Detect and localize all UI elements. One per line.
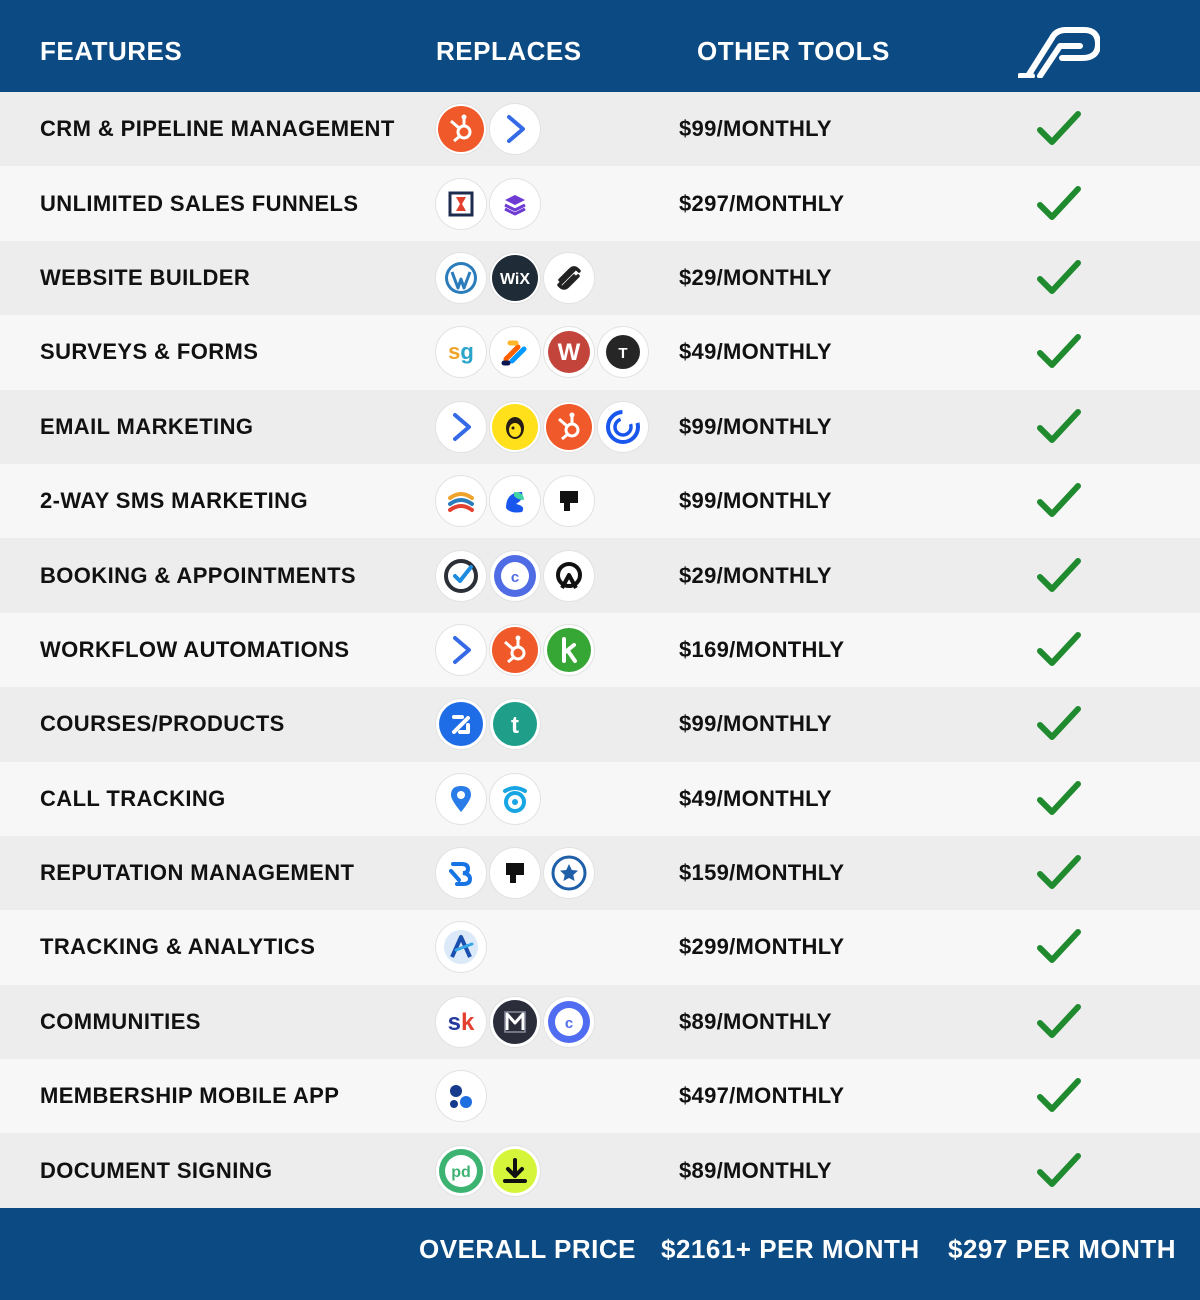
checkmark-icon — [1036, 910, 1082, 984]
svg-text:T: T — [618, 345, 628, 363]
table-row — [0, 910, 1200, 984]
replaced-tools — [436, 92, 540, 166]
table-row — [0, 762, 1200, 836]
replaced-tools — [436, 241, 594, 315]
feature-name: COMMUNITIES — [40, 1008, 201, 1034]
checkmark-icon — [1036, 538, 1082, 612]
kartra-stack-icon — [490, 179, 540, 229]
table-row — [0, 1133, 1200, 1207]
other-tools-price: $169/MONTHLY — [679, 636, 845, 662]
membership-app-icon — [436, 1071, 486, 1121]
feature-name: BOOKING & APPOINTMENTS — [40, 562, 356, 588]
podium-icon — [490, 848, 540, 898]
checkmark-icon — [1036, 985, 1082, 1059]
layered-sms-icon — [436, 476, 486, 526]
feature-name: COURSES/PRODUCTS — [40, 711, 285, 737]
svg-text:pd: pd — [451, 1163, 471, 1181]
other-tools-price: $99/MONTHLY — [679, 488, 832, 514]
other-tools-price: $297/MONTHLY — [679, 190, 845, 216]
surveygizmo-icon — [436, 327, 486, 377]
squarespace-icon — [544, 253, 594, 303]
typeform-icon — [598, 327, 648, 377]
hubspot-icon — [490, 625, 540, 675]
replaced-tools — [436, 613, 594, 687]
replaced-tools — [436, 315, 648, 389]
other-tools-price: $49/MONTHLY — [679, 339, 832, 365]
table-row — [0, 985, 1200, 1059]
activecampaign-icon — [436, 402, 486, 452]
replaced-tools — [436, 836, 594, 910]
table-row — [0, 464, 1200, 538]
table-footer — [0, 1208, 1200, 1300]
table-header — [0, 0, 1200, 92]
feature-name: TRACKING & ANALYTICS — [40, 934, 316, 960]
replaced-tools — [436, 687, 540, 761]
checkmark-icon — [1036, 241, 1082, 315]
svg-text:sk: sk — [447, 1008, 475, 1036]
keap-icon — [544, 625, 594, 675]
other-tools-price: $99/MONTHLY — [679, 711, 832, 737]
feature-name: CALL TRACKING — [40, 785, 226, 811]
checkmark-icon — [1036, 390, 1082, 464]
other-tools-price: $299/MONTHLY — [679, 934, 845, 960]
replaced-tools — [436, 910, 486, 984]
other-tools-price: $49/MONTHLY — [679, 785, 832, 811]
replaced-tools — [436, 464, 594, 538]
wix-icon — [490, 253, 540, 303]
svg-text:W: W — [557, 339, 581, 367]
svg-text:c: c — [564, 1014, 574, 1032]
scheduling-icon — [544, 551, 594, 601]
ring-icon — [490, 774, 540, 824]
table-row — [0, 241, 1200, 315]
checkmark-icon — [1036, 613, 1082, 687]
feature-name: EMAIL MARKETING — [40, 413, 254, 439]
replaced-tools — [436, 390, 648, 464]
replaced-tools — [436, 762, 540, 836]
replaced-tools — [436, 166, 540, 240]
calendly-icon — [490, 551, 540, 601]
table-row — [0, 166, 1200, 240]
hubspot-icon — [436, 104, 486, 154]
overall-price-label: OVERALL PRICE — [419, 1234, 636, 1264]
replaced-tools — [436, 538, 594, 612]
feature-name: WEBSITE BUILDER — [40, 264, 251, 290]
activecampaign-icon — [436, 625, 486, 675]
svg-text:t: t — [511, 712, 519, 740]
activecampaign-icon — [490, 104, 540, 154]
podium-icon — [544, 476, 594, 526]
acuity-icon — [436, 551, 486, 601]
callrail-pin-icon — [436, 774, 486, 824]
checkmark-icon — [1036, 1133, 1082, 1207]
other-tools-price: $99/MONTHLY — [679, 116, 832, 142]
mighty-networks-icon — [490, 997, 540, 1047]
checkmark-icon — [1036, 762, 1082, 836]
replaced-tools — [436, 985, 594, 1059]
our-total: $297 PER MONTH — [948, 1234, 1177, 1264]
replaced-tools — [436, 1133, 540, 1207]
table-row — [0, 390, 1200, 464]
checkmark-icon — [1036, 836, 1082, 910]
feature-name: CRM & PIPELINE MANAGEMENT — [40, 116, 395, 142]
table-row — [0, 538, 1200, 612]
other-tools-price: $29/MONTHLY — [679, 562, 832, 588]
textline-icon — [490, 476, 540, 526]
features-column-header: FEATURES — [40, 36, 183, 66]
feature-name: 2-WAY SMS MARKETING — [40, 488, 308, 514]
birdeye-icon — [436, 848, 486, 898]
table-row — [0, 613, 1200, 687]
other-tools-column-header: OTHER TOOLS — [697, 36, 890, 66]
feature-name: MEMBERSHIP MOBILE APP — [40, 1083, 340, 1109]
circle-icon — [544, 997, 594, 1047]
feature-rows — [0, 92, 1200, 1208]
other-tools-price: $159/MONTHLY — [679, 860, 845, 886]
kajabi-icon — [436, 699, 486, 749]
checkmark-icon — [1036, 687, 1082, 761]
wordpress-icon — [436, 253, 486, 303]
table-row — [0, 836, 1200, 910]
table-row — [0, 315, 1200, 389]
clickfunnels-icon — [436, 179, 486, 229]
teachable-icon — [490, 699, 540, 749]
replaces-column-header: REPLACES — [436, 36, 582, 66]
analytics-a-icon — [436, 922, 486, 972]
docusign-download-icon — [490, 1146, 540, 1196]
constant-contact-icon — [598, 402, 648, 452]
star-badge-icon — [544, 848, 594, 898]
table-row — [0, 1059, 1200, 1133]
brand-logo-icon — [1018, 24, 1100, 78]
feature-name: DOCUMENT SIGNING — [40, 1157, 273, 1183]
other-tools-price: $99/MONTHLY — [679, 413, 832, 439]
pandadoc-icon — [436, 1146, 486, 1196]
svg-text:WiX: WiX — [499, 270, 531, 288]
feature-name: REPUTATION MANAGEMENT — [40, 860, 355, 886]
other-tools-price: $29/MONTHLY — [679, 264, 832, 290]
mailchimp-icon — [490, 402, 540, 452]
checkmark-icon — [1036, 92, 1082, 166]
wufoo-icon — [544, 327, 594, 377]
checkmark-icon — [1036, 166, 1082, 240]
skool-icon — [436, 997, 486, 1047]
table-row — [0, 687, 1200, 761]
other-tools-price: $89/MONTHLY — [679, 1157, 832, 1183]
checkmark-icon — [1036, 1059, 1082, 1133]
jotform-icon — [490, 327, 540, 377]
other-tools-total: $2161+ PER MONTH — [661, 1234, 920, 1264]
checkmark-icon — [1036, 464, 1082, 538]
other-tools-price: $89/MONTHLY — [679, 1008, 832, 1034]
feature-name: UNLIMITED SALES FUNNELS — [40, 190, 359, 216]
replaced-tools — [436, 1059, 486, 1133]
svg-text:c: c — [510, 568, 520, 586]
other-tools-price: $497/MONTHLY — [679, 1083, 845, 1109]
hubspot-icon — [544, 402, 594, 452]
table-row — [0, 92, 1200, 166]
svg-text:sg: sg — [448, 339, 474, 365]
checkmark-icon — [1036, 315, 1082, 389]
feature-name: SURVEYS & FORMS — [40, 339, 259, 365]
feature-name: WORKFLOW AUTOMATIONS — [40, 636, 350, 662]
